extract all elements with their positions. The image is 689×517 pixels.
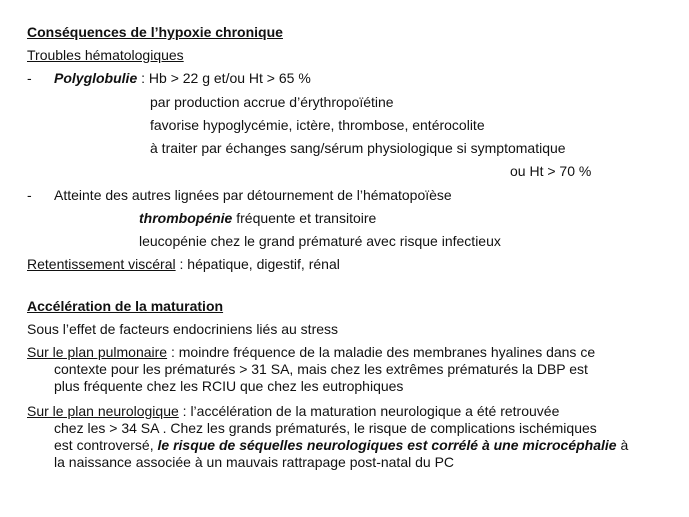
bullet-dash: -	[27, 70, 32, 86]
leucopenie-line: leucopénie chez le grand prématuré avec risque infectieux	[139, 233, 501, 249]
neurologique-emphasis: le risque de séquelles neurologiques est corrélé à une microcéphalie	[157, 437, 617, 453]
neurologique-line-3	[54, 436, 628, 454]
section-title-maturation: Accélération de la maturation	[27, 298, 224, 314]
retentissement-label: Retentissement viscéral	[27, 256, 176, 272]
neurologique-label: Sur le plan neurologique	[27, 403, 179, 419]
pulmonaire-line-2: contexte pour les prématurés > 31 SA, mais chez les extrêmes prématurés la DBP est	[54, 361, 588, 377]
pulmonaire-line-3: plus fréquente chez les RCIU que chez les eutrophiques	[54, 378, 404, 394]
polyglobulie-detail-2: favorise hypoglycémie, ictère, thrombose, entérocolite	[150, 117, 485, 133]
neurologique-text-1: : l’accélération de la maturation neurologique a été retrouvée	[178, 403, 560, 419]
bullet-dash: -	[27, 187, 32, 203]
polyglobulie-term: Polyglobulie	[54, 70, 138, 86]
neurologique-line-2: chez les > 34 SA . Chez les grands prématurés, le risque de complications ischémiques	[54, 420, 597, 436]
thrombopenie-line	[139, 209, 376, 227]
polyglobulie-criteria: : Hb > 22 g et/ou Ht > 65 %	[137, 70, 311, 86]
neurologique-text-3b: à	[616, 437, 629, 453]
pulmonaire-label: Sur le plan pulmonaire	[27, 344, 168, 360]
polyglobulie-threshold: ou Ht > 70 %	[510, 163, 592, 179]
neurologique-line-1	[27, 402, 559, 420]
retentissement-text: : hépatique, digestif, rénal	[175, 256, 340, 272]
subtitle-hematologique: Troubles hématologiques	[27, 47, 184, 63]
thrombopenie-term: thrombopénie	[139, 210, 233, 226]
section-title-hypoxie: Conséquences de l’hypoxie chronique	[27, 24, 283, 40]
autres-lignees-line: Atteinte des autres lignées par détournement de l’hématopoïèse	[54, 187, 452, 203]
thrombopenie-rest: fréquente et transitoire	[232, 210, 377, 226]
maturation-intro: Sous l’effet de facteurs endocriniens liés au stress	[27, 321, 339, 337]
polyglobulie-detail-3: à traiter par échanges sang/sérum physiologique si symptomatique	[150, 140, 566, 156]
pulmonaire-text-1: : moindre fréquence de la maladie des membranes hyalines dans ce	[167, 344, 596, 360]
polyglobulie-line	[54, 69, 311, 87]
polyglobulie-detail-1: par production accrue d’érythropoïétine	[150, 94, 394, 110]
retentissement-line	[27, 255, 340, 273]
pulmonaire-line-1	[27, 343, 595, 361]
neurologique-text-3a: est controversé,	[54, 437, 158, 453]
neurologique-line-4: la naissance associée à un mauvais rattrapage post-natal du PC	[54, 454, 455, 470]
